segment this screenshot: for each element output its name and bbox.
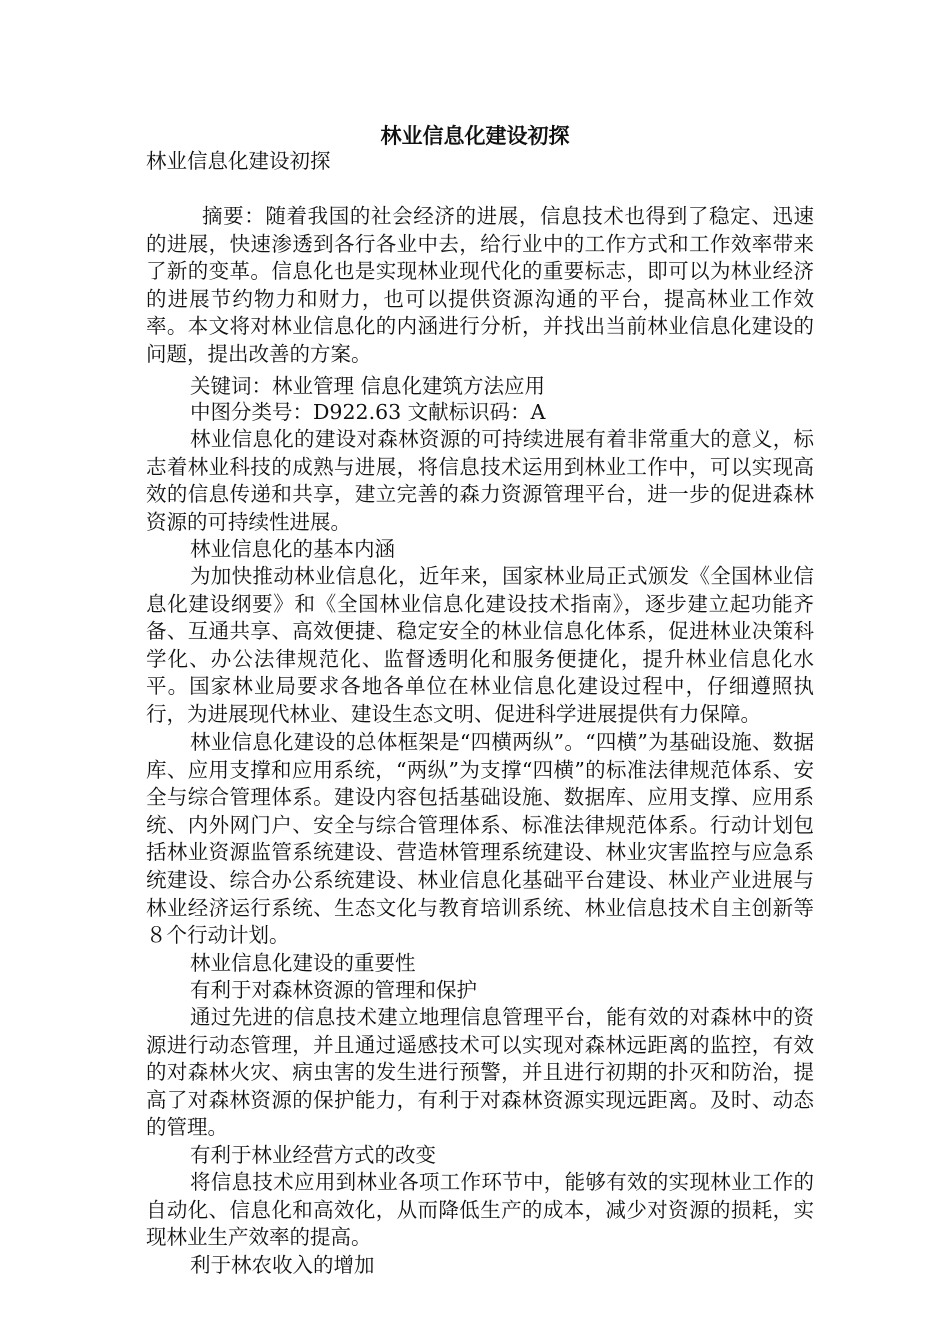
- section-heading-basic: 林业信息化的基本内涵: [190, 537, 395, 561]
- intro-paragraph: 林业信息化的建设对森林资源的可持续进展有着非常重大的意义，标志着林业科技的成熟与进展，将信息技术运用到林业工作中，可以实现高效的信息传递和共享，建立完善的森力资源管理平台，进一步的促进森林资源的可持续性进展。: [146, 427, 814, 534]
- subheading-protect: 有利于对森林资源的管理和保护: [190, 978, 477, 1002]
- protect-paragraph: 通过先进的信息技术建立地理信息管理平台，能有效的对森林中的资源进行动态管理，并且通过遥感技术可以实现对森林远距离的监控，有效的对森林火灾、病虫害的发生进行预警，并且进行初期的扑灭和防治，提高了对森林资源的保护能力，有利于对森林资源实现远距离。及时、动态的管理。: [146, 1005, 814, 1140]
- document-subtitle: 林业信息化建设初探: [146, 149, 331, 173]
- basic-paragraph-2: 林业信息化建设的总体框架是“四横两纵”。“四横”为基础设施、数据库、应用支撑和应用系统，“两纵”为支撑“四横”的标准法律规范体系、安全与综合管理体系。建设内容包括基础设施、数据库、应用支撑、应用系统、内外网门户、安全与综合管理体系、标准法律规范体系。行动计划包括林业资源监管系统建设、营造林管理系统建设、林业灾害监控与应急系统建设、综合办公系统建设、林业信息化基础平台建设、林业产业进展与林业经济运行系统、生态文化与教育培训系统、林业信息技术自主创新等８个行动计划。: [146, 730, 814, 948]
- classification-line: 中图分类号：D922.63 文献标识码：A: [190, 400, 546, 424]
- operation-paragraph: 将信息技术应用到林业各项工作环节中，能够有效的实现林业工作的自动化、信息化和高效化，从而降低生产的成本，减少对资源的损耗，实现林业生产效率的提高。: [146, 1170, 814, 1250]
- basic-paragraph-1: 为加快推动林业信息化，近年来，国家林业局正式颁发《全国林业信息化建设纲要》和《全国林业信息化建设技术指南》，逐步建立起功能齐备、互通共享、高效便捷、稳定安全的林业信息化体系，促进林业决策科学化、办公法律规范化、监督透明化和服务便捷化，提升林业信息化水平。国家林业局要求各地各单位在林业信息化建设过程中，仔细遵照执行，为进展现代林业、建设生态文明、促进科学进展提供有力保障。: [146, 564, 814, 726]
- keywords-line: 关键词：林业管理 信息化建筑方法应用: [190, 374, 546, 398]
- section-heading-importance: 林业信息化建设的重要性: [190, 951, 416, 975]
- subheading-income: 利于林农收入的增加: [190, 1253, 375, 1277]
- document-title: 林业信息化建设初探: [380, 123, 570, 148]
- subheading-operation: 有利于林业经营方式的改变: [190, 1143, 436, 1167]
- abstract-paragraph: 摘要：随着我国的社会经济的进展，信息技术也得到了稳定、迅速的进展，快速渗透到各行各业中去，给行业中的工作方式和工作效率带来了新的变革。信息化也是实现林业现代化的重要标志，即可以为林业经济的进展节约物力和财力，也可以提供资源沟通的平台，提高林业工作效率。本文将对林业信息化的内涵进行分析，并找出当前林业信息化建设的问题，提出改善的方案。: [146, 204, 814, 366]
